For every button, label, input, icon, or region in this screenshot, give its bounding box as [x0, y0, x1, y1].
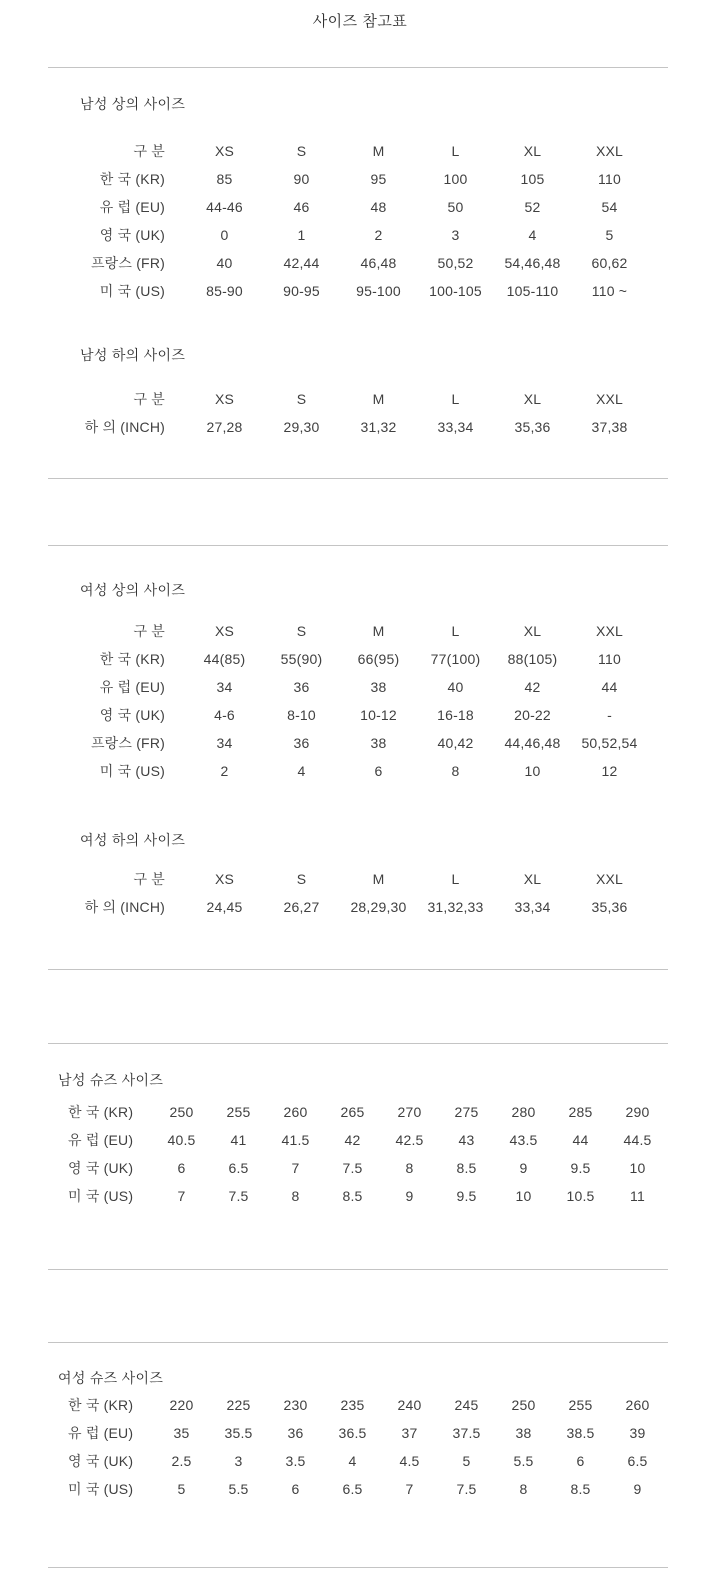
- value-cell: 36: [287, 1425, 304, 1441]
- value-cell: 35,36: [514, 419, 551, 435]
- value-cell: 37: [401, 1425, 418, 1441]
- value-cell: 6: [177, 1160, 186, 1176]
- value-cell: 85-90: [206, 283, 243, 299]
- value-cell: 9: [405, 1188, 414, 1204]
- value-cell: 10: [524, 763, 541, 779]
- header-row: [45, 385, 648, 413]
- column-header: XXL: [595, 871, 624, 887]
- value-cell: 40.5: [167, 1132, 196, 1148]
- value-cell: 9.5: [456, 1188, 477, 1204]
- value-cell: 110 ~: [591, 283, 628, 299]
- value-cell: 100-105: [429, 283, 482, 299]
- row-label: 한 국 (KR): [99, 651, 165, 667]
- page-title: 사이즈 참고표: [312, 13, 408, 30]
- value-cell: 33,34: [514, 899, 551, 915]
- column-header: S: [296, 391, 307, 407]
- table-row: [45, 413, 648, 441]
- value-cell: 3: [234, 1453, 243, 1469]
- value-cell: 28,29,30: [350, 899, 407, 915]
- value-cell: 245: [454, 1397, 479, 1413]
- value-cell: 33,34: [437, 419, 474, 435]
- value-cell: 44,46,48: [504, 735, 561, 751]
- divider: [48, 67, 668, 68]
- value-cell: 38: [515, 1425, 532, 1441]
- value-cell: 5: [177, 1481, 186, 1497]
- value-cell: 50,52: [437, 255, 474, 271]
- table-row: [45, 1475, 666, 1503]
- value-cell: 41.5: [281, 1132, 310, 1148]
- corner-cell: 구 분: [133, 871, 165, 887]
- value-cell: 4: [348, 1453, 357, 1469]
- divider: [48, 969, 668, 970]
- value-cell: 7: [291, 1160, 300, 1176]
- column-header: L: [451, 391, 460, 407]
- corner-cell: 구 분: [133, 391, 165, 407]
- value-cell: 54,46,48: [504, 255, 561, 271]
- value-cell: 255: [568, 1397, 593, 1413]
- row-label: 한 국 (KR): [68, 1104, 134, 1120]
- column-header: L: [451, 871, 460, 887]
- value-cell: 37,38: [591, 419, 628, 435]
- divider: [48, 1567, 668, 1568]
- value-cell: 11: [630, 1188, 645, 1204]
- table-row: [45, 1154, 666, 1182]
- value-cell: 100: [443, 171, 468, 187]
- value-cell: 4.5: [399, 1453, 420, 1469]
- value-cell: 9: [519, 1160, 528, 1176]
- row-label: 프랑스 (FR): [90, 735, 165, 751]
- value-cell: 4: [297, 763, 306, 779]
- value-cell: 240: [397, 1397, 422, 1413]
- value-cell: 44(85): [203, 651, 246, 667]
- row-label: 유 럽 (EU): [99, 199, 165, 215]
- value-cell: 44: [601, 679, 618, 695]
- column-header: M: [372, 143, 385, 159]
- value-cell: 31,32: [360, 419, 397, 435]
- value-cell: 36.5: [338, 1425, 367, 1441]
- header-row: [45, 617, 648, 645]
- value-cell: 31,32,33: [427, 899, 484, 915]
- value-cell: 5: [605, 227, 614, 243]
- value-cell: 8: [405, 1160, 414, 1176]
- value-cell: 7.5: [342, 1160, 363, 1176]
- value-cell: 40: [447, 679, 464, 695]
- divider: [48, 478, 668, 479]
- value-cell: 110: [598, 171, 621, 187]
- header-row: [45, 137, 648, 165]
- value-cell: 52: [524, 199, 541, 215]
- column-header: M: [372, 871, 385, 887]
- table-row: [45, 1098, 666, 1126]
- table-row: [45, 1391, 666, 1419]
- value-cell: 280: [511, 1104, 536, 1120]
- row-label: 영 국 (UK): [99, 707, 165, 723]
- value-cell: 54: [601, 199, 618, 215]
- row-label: 하 의 (INCH): [84, 899, 165, 915]
- value-cell: 66(95): [357, 651, 400, 667]
- value-cell: 225: [226, 1397, 251, 1413]
- value-cell: 2: [374, 227, 383, 243]
- size-table-mens-top: [45, 137, 648, 305]
- value-cell: 265: [340, 1104, 365, 1120]
- value-cell: 8: [451, 763, 460, 779]
- row-label: 미 국 (US): [99, 283, 165, 299]
- value-cell: 10: [515, 1188, 532, 1204]
- size-table-womens-bottom: [45, 865, 648, 921]
- column-header: XL: [523, 391, 542, 407]
- value-cell: 105: [520, 171, 545, 187]
- column-header: XXL: [595, 391, 624, 407]
- value-cell: 2.5: [171, 1453, 192, 1469]
- value-cell: 290: [625, 1104, 650, 1120]
- value-cell: 110: [598, 651, 621, 667]
- section-title-womens-top: 여성 상의 사이즈: [80, 582, 186, 598]
- table-row: [45, 757, 648, 785]
- column-header: S: [296, 143, 307, 159]
- value-cell: 230: [283, 1397, 308, 1413]
- column-header: XL: [523, 143, 542, 159]
- column-header: S: [296, 623, 307, 639]
- value-cell: 2: [220, 763, 229, 779]
- value-cell: 250: [511, 1397, 536, 1413]
- section-title-womens-shoes: 여성 슈즈 사이즈: [58, 1370, 164, 1386]
- value-cell: 36: [293, 679, 310, 695]
- value-cell: 34: [216, 679, 233, 695]
- size-table-mens-shoes: [45, 1098, 666, 1210]
- value-cell: 10-12: [360, 707, 397, 723]
- value-cell: 40: [216, 255, 233, 271]
- value-cell: 42: [524, 679, 541, 695]
- section-title-womens-bottom: 여성 하의 사이즈: [80, 832, 186, 848]
- value-cell: 95-100: [356, 283, 401, 299]
- section-title-mens-bottom: 남성 하의 사이즈: [80, 347, 186, 363]
- divider: [48, 545, 668, 546]
- divider: [48, 1269, 668, 1270]
- value-cell: 60,62: [591, 255, 628, 271]
- value-cell: 3.5: [285, 1453, 306, 1469]
- value-cell: 35: [173, 1425, 190, 1441]
- value-cell: 9.5: [570, 1160, 591, 1176]
- value-cell: 3: [451, 227, 460, 243]
- value-cell: 40,42: [437, 735, 474, 751]
- value-cell: 275: [454, 1104, 479, 1120]
- value-cell: 5.5: [513, 1453, 534, 1469]
- value-cell: 5: [462, 1453, 471, 1469]
- value-cell: 27,28: [206, 419, 243, 435]
- column-header: XS: [214, 623, 235, 639]
- table-row: [45, 221, 648, 249]
- table-row: [45, 729, 648, 757]
- value-cell: 85: [216, 171, 233, 187]
- value-cell: 7.5: [456, 1481, 477, 1497]
- table-row: [45, 645, 648, 673]
- value-cell: 44-46: [206, 199, 243, 215]
- divider: [48, 1342, 668, 1343]
- row-label: 영 국 (UK): [99, 227, 165, 243]
- table-row: [45, 673, 648, 701]
- row-label: 유 럽 (EU): [68, 1425, 134, 1441]
- value-cell: 5.5: [228, 1481, 249, 1497]
- value-cell: 24,45: [206, 899, 243, 915]
- header-row: [45, 865, 648, 893]
- value-cell: 35,36: [591, 899, 628, 915]
- value-cell: 46,48: [360, 255, 397, 271]
- value-cell: 6: [374, 763, 383, 779]
- size-table-mens-bottom: [45, 385, 648, 441]
- value-cell: 8.5: [342, 1188, 363, 1204]
- table-row: [45, 1126, 666, 1154]
- table-row: [45, 165, 648, 193]
- column-header: XXL: [595, 143, 624, 159]
- value-cell: 44: [572, 1132, 589, 1148]
- value-cell: 48: [370, 199, 387, 215]
- value-cell: 8: [519, 1481, 528, 1497]
- value-cell: 8.5: [456, 1160, 477, 1176]
- value-cell: 9: [633, 1481, 642, 1497]
- row-label: 하 의 (INCH): [84, 419, 165, 435]
- column-header: XS: [214, 143, 235, 159]
- value-cell: 43: [458, 1132, 475, 1148]
- row-label: 프랑스 (FR): [90, 255, 165, 271]
- table-row: [45, 193, 648, 221]
- value-cell: 35.5: [224, 1425, 253, 1441]
- column-header: XL: [523, 871, 542, 887]
- column-header: XXL: [595, 623, 624, 639]
- value-cell: 260: [283, 1104, 308, 1120]
- value-cell: 36: [293, 735, 310, 751]
- value-cell: 105-110: [506, 283, 559, 299]
- value-cell: 220: [169, 1397, 194, 1413]
- row-label: 미 국 (US): [68, 1188, 134, 1204]
- value-cell: 10.5: [566, 1188, 595, 1204]
- value-cell: 6.5: [228, 1160, 249, 1176]
- value-cell: 16-18: [437, 707, 474, 723]
- value-cell: 38: [370, 735, 387, 751]
- value-cell: 38.5: [566, 1425, 595, 1441]
- corner-cell: 구 분: [133, 143, 165, 159]
- row-label: 유 럽 (EU): [68, 1132, 134, 1148]
- value-cell: 6.5: [627, 1453, 648, 1469]
- value-cell: 7: [177, 1188, 186, 1204]
- value-cell: 6: [576, 1453, 585, 1469]
- value-cell: 235: [340, 1397, 365, 1413]
- value-cell: 255: [226, 1104, 251, 1120]
- row-label: 유 럽 (EU): [99, 679, 165, 695]
- row-label: 영 국 (UK): [68, 1160, 134, 1176]
- size-table-womens-top: [45, 617, 648, 785]
- value-cell: 8-10: [287, 707, 316, 723]
- value-cell: 90: [293, 171, 310, 187]
- value-cell: 46: [293, 199, 310, 215]
- section-title-mens-shoes: 남성 슈즈 사이즈: [58, 1072, 164, 1088]
- table-row: [45, 1447, 666, 1475]
- value-cell: 7: [405, 1481, 414, 1497]
- column-header: M: [372, 623, 385, 639]
- value-cell: 7.5: [228, 1188, 249, 1204]
- value-cell: 260: [625, 1397, 650, 1413]
- row-label: 영 국 (UK): [68, 1453, 134, 1469]
- value-cell: 26,27: [283, 899, 320, 915]
- value-cell: 50: [447, 199, 464, 215]
- value-cell: 8.5: [570, 1481, 591, 1497]
- value-cell: -: [607, 707, 612, 723]
- value-cell: 42,44: [283, 255, 320, 271]
- table-row: [45, 249, 648, 277]
- value-cell: 6: [291, 1481, 300, 1497]
- table-row: [45, 1419, 666, 1447]
- table-row: [45, 701, 648, 729]
- value-cell: 8: [291, 1188, 300, 1204]
- value-cell: 38: [370, 679, 387, 695]
- value-cell: 77(100): [430, 651, 481, 667]
- value-cell: 10: [629, 1160, 646, 1176]
- column-header: XS: [214, 391, 235, 407]
- value-cell: 1: [297, 227, 306, 243]
- value-cell: 41: [230, 1132, 247, 1148]
- section-title-mens-top: 남성 상의 사이즈: [80, 96, 186, 112]
- value-cell: 42: [344, 1132, 361, 1148]
- column-header: M: [372, 391, 385, 407]
- corner-cell: 구 분: [133, 623, 165, 639]
- row-label: 한 국 (KR): [99, 171, 165, 187]
- value-cell: 285: [568, 1104, 593, 1120]
- value-cell: 0: [220, 227, 229, 243]
- column-header: XS: [214, 871, 235, 887]
- column-header: L: [451, 623, 460, 639]
- row-label: 한 국 (KR): [68, 1397, 134, 1413]
- value-cell: 55(90): [280, 651, 323, 667]
- size-table-womens-shoes: [45, 1391, 666, 1503]
- column-header: XL: [523, 623, 542, 639]
- table-row: [45, 893, 648, 921]
- value-cell: 50,52,54: [581, 735, 638, 751]
- divider: [48, 1043, 668, 1044]
- column-header: S: [296, 871, 307, 887]
- value-cell: 4: [528, 227, 537, 243]
- value-cell: 95: [370, 171, 387, 187]
- value-cell: 43.5: [509, 1132, 538, 1148]
- value-cell: 12: [601, 763, 618, 779]
- value-cell: 90-95: [283, 283, 320, 299]
- value-cell: 20-22: [514, 707, 551, 723]
- table-row: [45, 277, 648, 305]
- value-cell: 34: [216, 735, 233, 751]
- column-header: L: [451, 143, 460, 159]
- value-cell: 250: [169, 1104, 194, 1120]
- value-cell: 270: [397, 1104, 422, 1120]
- value-cell: 6.5: [342, 1481, 363, 1497]
- value-cell: 88(105): [507, 651, 558, 667]
- value-cell: 39: [629, 1425, 646, 1441]
- row-label: 미 국 (US): [68, 1481, 134, 1497]
- value-cell: 4-6: [214, 707, 235, 723]
- table-row: [45, 1182, 666, 1210]
- value-cell: 42.5: [395, 1132, 424, 1148]
- row-label: 미 국 (US): [99, 763, 165, 779]
- value-cell: 44.5: [623, 1132, 652, 1148]
- value-cell: 37.5: [452, 1425, 481, 1441]
- value-cell: 29,30: [283, 419, 320, 435]
